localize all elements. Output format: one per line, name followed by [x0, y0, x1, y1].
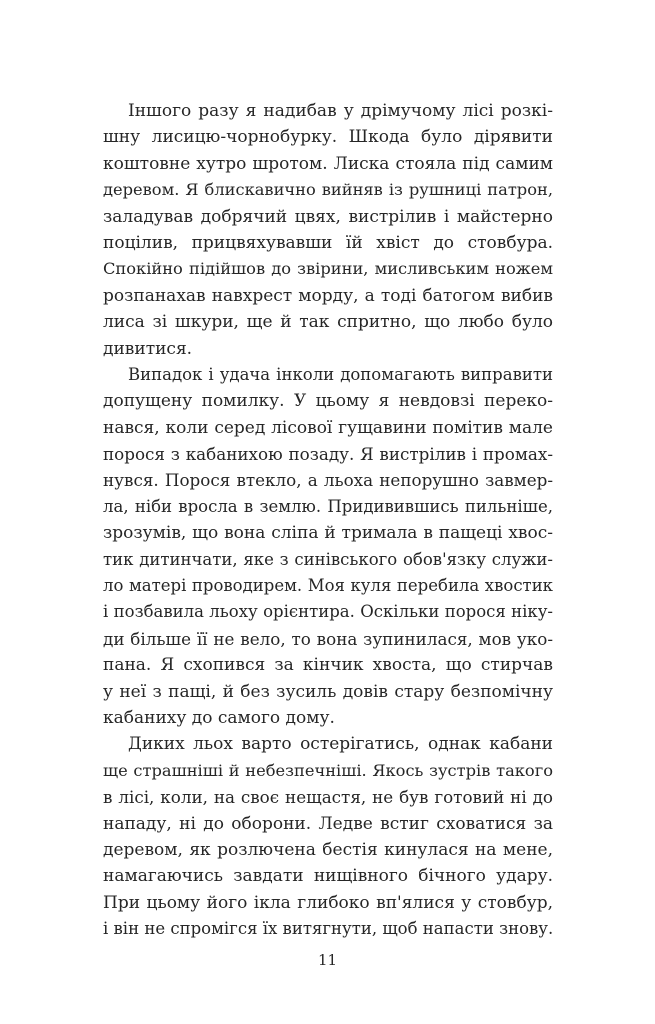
paragraph-1	[103, 98, 553, 362]
text-line: кабаниху до самого дому.	[103, 707, 335, 728]
text-line: деревом. Я блискавично вийняв із рушниці патрон,	[103, 180, 553, 200]
text-line: в лісі, коли, на своє нещастя, не був готовий ні до	[103, 787, 553, 808]
text-line: ди більше її не вело, то вона зупинилася, мов уко-	[103, 628, 553, 649]
page-number: 11	[317, 951, 338, 969]
text-line: допущену помилку. У цьому я невдовзі переко-	[103, 391, 553, 412]
text-line: пана. Я схопився за кінчик хвоста, що стирчав	[103, 655, 553, 676]
text-line: Іншого разу я надибав у дрімучому лісі розкі-	[128, 101, 553, 121]
text-line: нався, коли серед лісової гущавини помітив мале	[103, 417, 553, 438]
text-line: шну лисицю-чорнобурку. Шкода було дірявити	[103, 127, 553, 148]
text-line: і позбавила льоху орієнтира. Оскільки порося ніку-	[103, 602, 553, 622]
text-line: розпанахав навхрест морду, а тоді батогом вибив	[103, 285, 553, 306]
body-text	[103, 98, 553, 943]
text-line: і він не спромігся їх витягнути, щоб напасти знову.	[103, 919, 553, 939]
text-line: тик дитинчати, яке з синівського обов'язку служи-	[103, 549, 553, 569]
text-line: ла, ніби вросла в землю. Придивившись пильніше,	[103, 496, 553, 516]
text-line: зрозумів, що вона сліпа й тримала в пащеці хвос-	[103, 523, 553, 544]
text-line: у неї з пащі, й без зусиль довів стару безпомічну	[103, 681, 553, 702]
text-line: поцілив, прицвяхувавши їй хвіст до стовбура.	[103, 232, 553, 253]
text-line: ще страшніші й небезпечніші. Якось зустрів такого	[103, 760, 553, 780]
text-line: При цьому його ікла глибоко вп'ялися у стовбур,	[103, 892, 553, 913]
text-line: коштовне хутро шротом. Лиска стояла під самим	[103, 153, 553, 174]
text-line: дивитися.	[103, 338, 193, 359]
paragraph-2	[103, 362, 553, 731]
text-line: заладував добрячий цвях, вистрілив і майстерно	[103, 206, 553, 227]
text-line: нувся. Порося втекло, а льоха непорушно завмер-	[103, 470, 553, 491]
text-line: деревом, як розлючена бестія кинулася на мене,	[103, 839, 553, 860]
text-line: Випадок і удача інколи допомагають виправити	[128, 364, 553, 384]
text-line: Спокійно підійшов до звірини, мисливським ножем	[103, 259, 553, 279]
text-line: Диких льох варто остерігатись, однак кабани	[128, 734, 553, 755]
text-line: ло матері проводирем. Моя куля перебила хвостик	[103, 576, 553, 596]
text-line: порося з кабанихою позаду. Я вистрілив і промах-	[103, 444, 553, 465]
paragraph-3	[103, 731, 553, 942]
text-line: нападу, ні до оборони. Ледве встиг сховатися за	[103, 813, 553, 834]
text-line: лиса зі шкури, ще й так спритно, що любо було	[103, 312, 553, 333]
text-line: намагаючись завдати нищівного бічного удару.	[103, 866, 553, 887]
